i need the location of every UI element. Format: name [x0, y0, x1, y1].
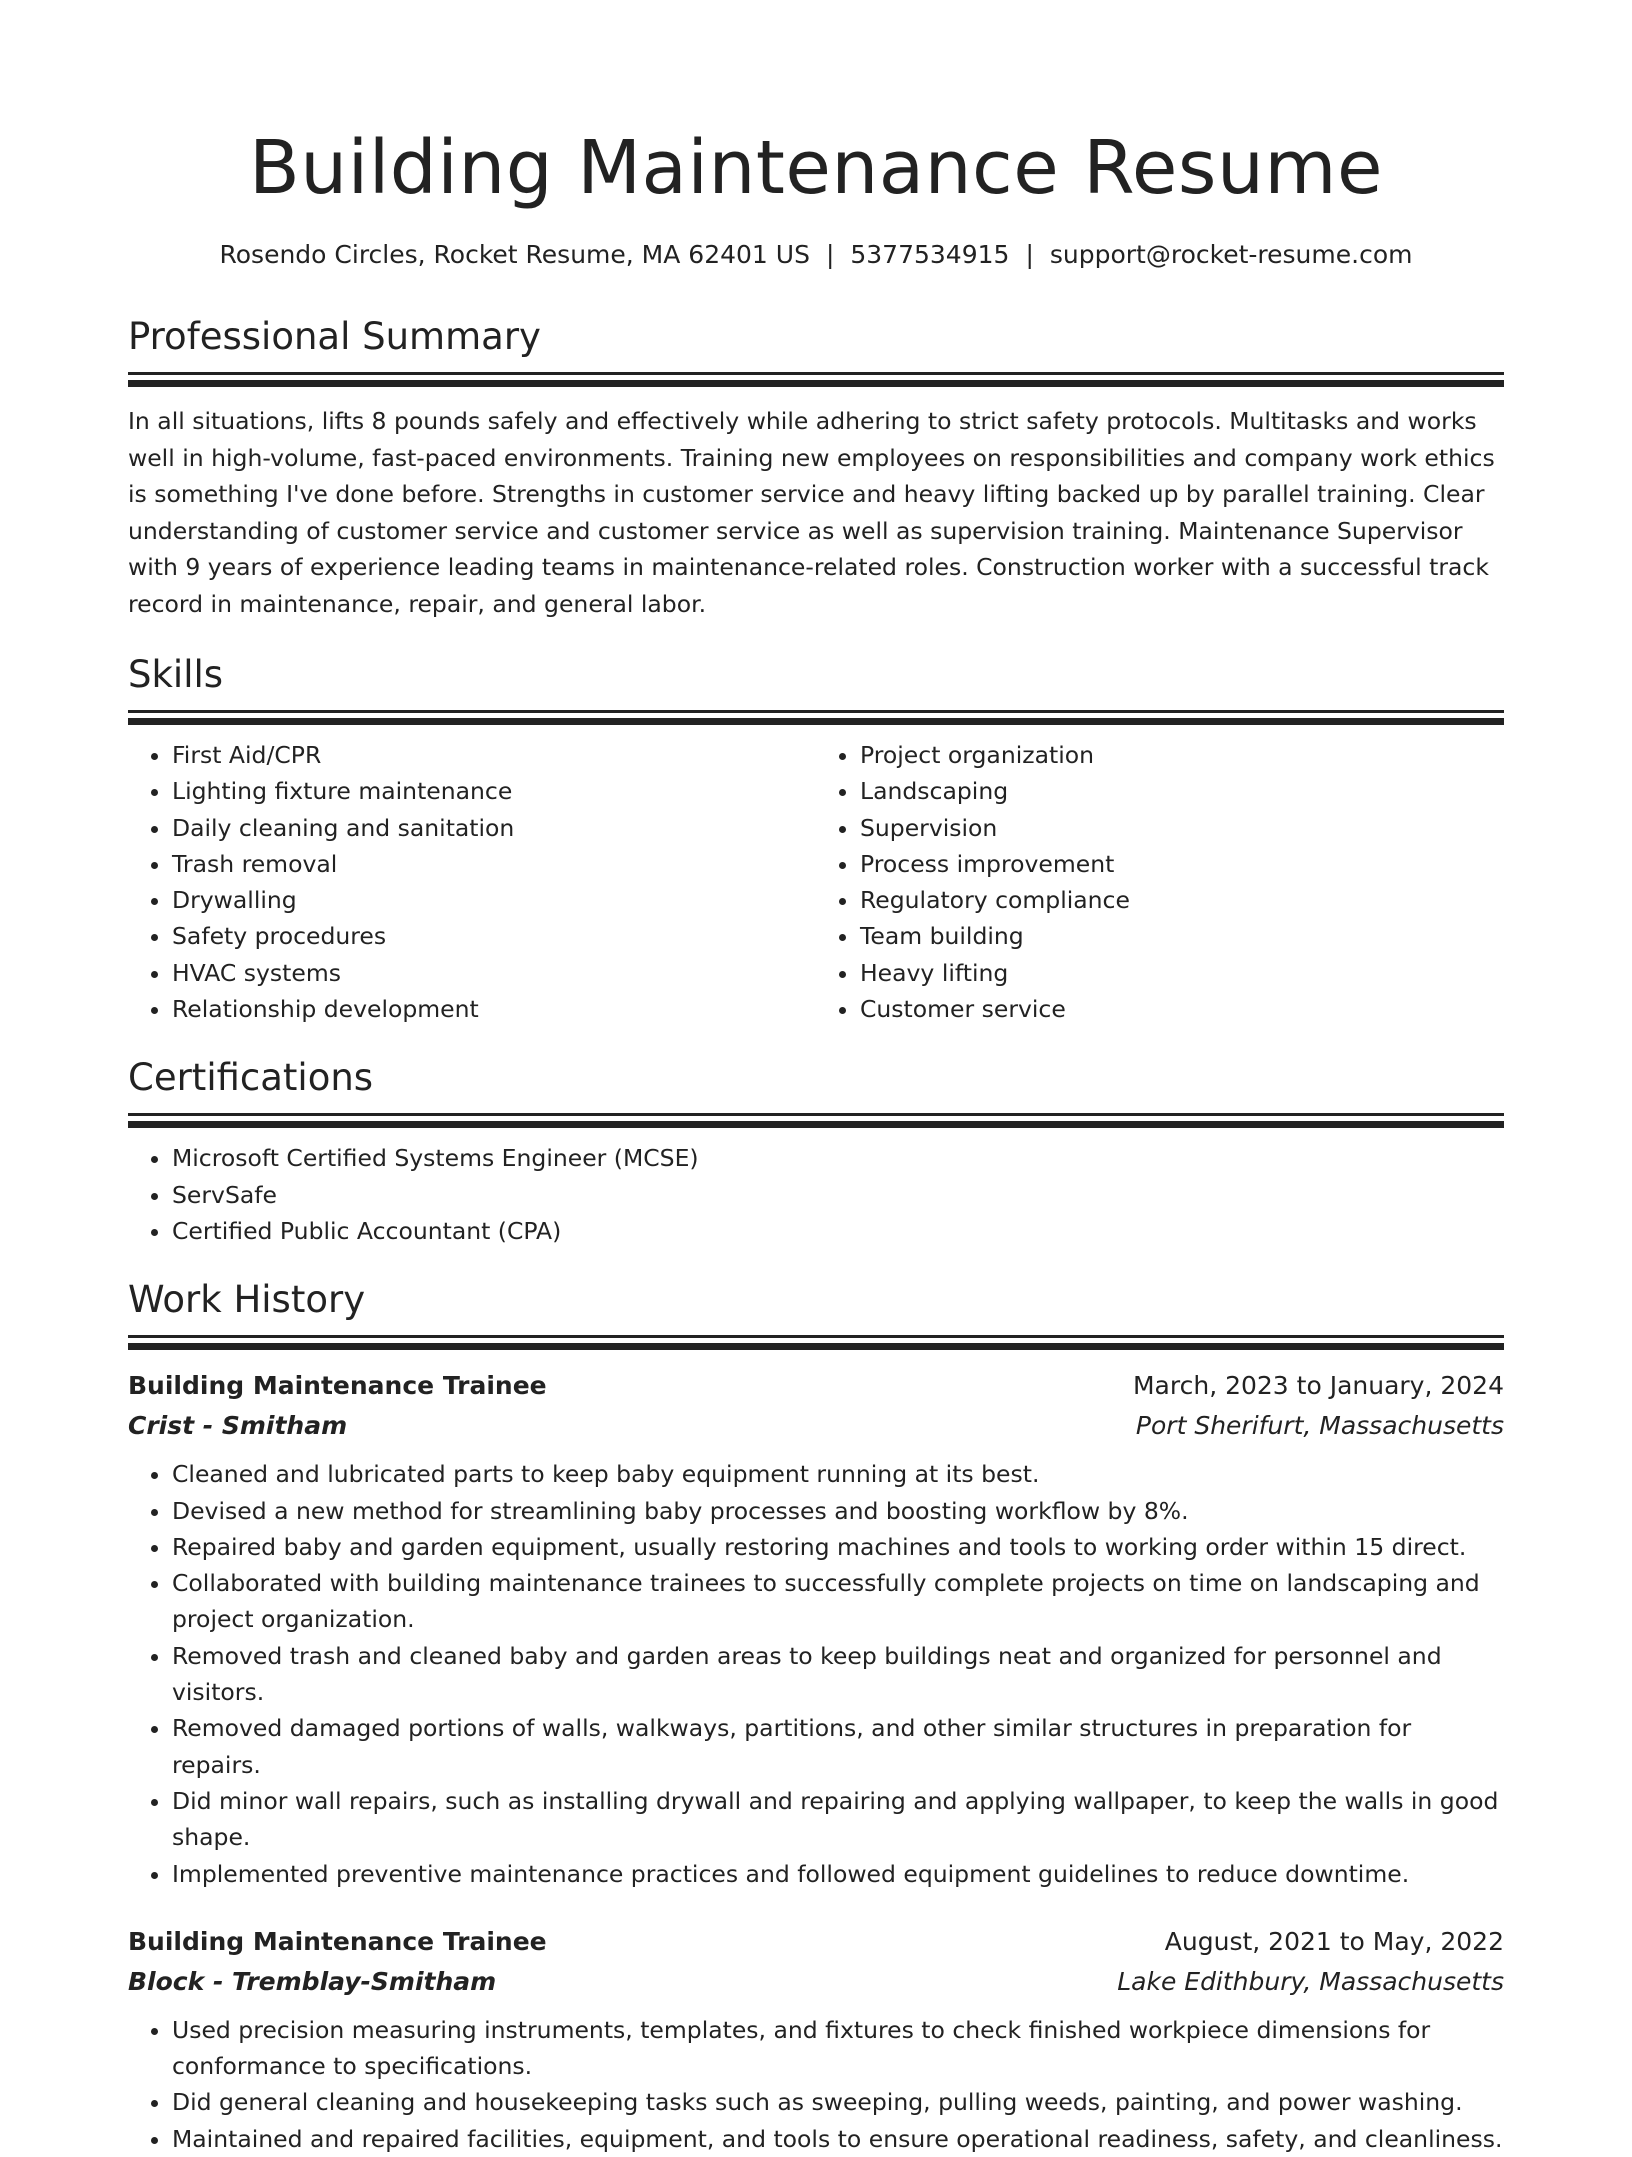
- certifications-heading: Certifications: [128, 1056, 374, 1100]
- work-history-heading: Work History: [128, 1278, 366, 1322]
- skills-heading: Skills: [128, 653, 224, 696]
- job-bullet: • Removed damaged portions of walls, walkways, partitions, and other similar structures in preparation for repairs.: [172, 1710, 1504, 1783]
- skill-item: • HVAC systems: [172, 955, 816, 991]
- resume-title: Building Maintenance Resume: [249, 125, 1383, 211]
- job-location: Lake Edithbury, Massachusetts: [1117, 1966, 1504, 1996]
- skill-item: • Regulatory compliance: [860, 882, 1504, 918]
- job-bullet: • Did minor wall repairs, such as installing drywall and repairing and applying wallpaper, to keep the walls in good shape.: [172, 1783, 1504, 1856]
- section-divider-thick: [128, 1343, 1504, 1350]
- summary-heading: Professional Summary: [128, 315, 541, 358]
- job-header: [128, 1922, 1504, 1962]
- skill-item: • Supervision: [860, 810, 1504, 846]
- summary-text: In all situations, lifts 8 pounds safely and effectively while adhering to strict safety protocols. Multitasks and works well in high-volume, fast-paced environments. Training new employees on responsibilities and company work ethics is something I've done before. Strengths in customer service and heavy lifting backed up by parallel training. Clear understanding of customer service and customer service as well as supervision training. Maintenance Supervisor with 9 years of experience leading teams in maintenance-related roles. Construction worker with a successful track record in maintenance, repair, and general labor.: [128, 407, 1495, 618]
- job-bullets: [128, 2012, 1504, 2157]
- job-entry: [128, 1922, 1504, 2157]
- section-divider: [128, 1113, 1504, 1116]
- job-bullets: [128, 1456, 1504, 1892]
- job-bullet: • Repaired baby and garden equipment, usually restoring machines and tools to working order within 15 direct.: [172, 1529, 1504, 1565]
- contact-email: support@rocket-resume.com: [1049, 240, 1413, 269]
- certifications-list: [128, 1140, 1504, 1249]
- skill-item: • First Aid/CPR: [172, 737, 816, 773]
- certification-item: • Certified Public Accountant (CPA): [172, 1213, 1504, 1249]
- skill-item: • Team building: [860, 918, 1504, 954]
- job-dates: August, 2021 to May, 2022: [1164, 1926, 1504, 1956]
- skills-columns: [128, 737, 1504, 1027]
- section-divider: [128, 1335, 1504, 1338]
- skill-item: • Process improvement: [860, 846, 1504, 882]
- skill-item: • Landscaping: [860, 773, 1504, 809]
- job-bullet: • Cleaned and lubricated parts to keep baby equipment running at its best.: [172, 1456, 1504, 1492]
- contact-separator: |: [1025, 240, 1034, 269]
- certifications-section: [128, 1053, 1504, 1249]
- contact-phone: 5377534915: [850, 240, 1010, 269]
- skills-section: [128, 650, 1504, 1027]
- skills-list-right: [816, 737, 1504, 1027]
- job-bullet: • Maintained and repaired facilities, equipment, and tools to ensure operational readiness, safety, and cleanliness.: [172, 2121, 1504, 2157]
- section-divider: [128, 710, 1504, 713]
- section-divider-thick: [128, 380, 1504, 387]
- contact-separator: |: [825, 240, 835, 269]
- contact-line: [128, 238, 1504, 272]
- job-bullet: • Used precision measuring instruments, templates, and fixtures to check finished workpiece dimensions for conformance to specifications.: [172, 2012, 1504, 2085]
- contact-address: Rosendo Circles, Rocket Resume, MA 62401 US: [219, 240, 810, 269]
- job-location: Port Sherifurt, Massachusetts: [1135, 1411, 1504, 1441]
- certification-item: • ServSafe: [172, 1177, 1504, 1213]
- job-bullet: • Did general cleaning and housekeeping tasks such as sweeping, pulling weeds, painting, and power washing.: [172, 2084, 1504, 2120]
- certification-item: • Microsoft Certified Systems Engineer (MCSE): [172, 1140, 1504, 1176]
- skill-item: • Heavy lifting: [860, 955, 1504, 991]
- resume-page: [128, 0, 1504, 2157]
- summary-section: [128, 312, 1504, 622]
- job-dates: March, 2023 to January, 2024: [1132, 1371, 1504, 1401]
- section-divider: [128, 372, 1504, 375]
- job-subheader: [128, 1962, 1504, 2002]
- job-header: [128, 1366, 1504, 1406]
- job-entry: [128, 1366, 1504, 1892]
- skill-item: • Drywalling: [172, 882, 816, 918]
- skill-item: • Daily cleaning and sanitation: [172, 810, 816, 846]
- skill-item: • Lighting fixture maintenance: [172, 773, 816, 809]
- section-divider-thick: [128, 1121, 1504, 1128]
- skill-item: • Relationship development: [172, 991, 816, 1027]
- job-bullet: • Implemented preventive maintenance practices and followed equipment guidelines to reduce downtime.: [172, 1856, 1504, 1892]
- skills-list-left: [128, 737, 816, 1027]
- job-company: Crist - Smitham: [128, 1411, 348, 1441]
- skill-item: • Customer service: [860, 991, 1504, 1027]
- job-bullet: • Removed trash and cleaned baby and garden areas to keep buildings neat and organized for personnel and visitors.: [172, 1638, 1504, 1711]
- skill-item: • Trash removal: [172, 846, 816, 882]
- job-company: Block - Tremblay-Smitham: [128, 1966, 497, 1996]
- section-divider-thick: [128, 718, 1504, 725]
- job-title: Building Maintenance Trainee: [128, 1926, 547, 1956]
- job-title: Building Maintenance Trainee: [128, 1371, 547, 1401]
- skill-item: • Project organization: [860, 737, 1504, 773]
- job-subheader: [128, 1406, 1504, 1446]
- work-history-section: [128, 1275, 1504, 2157]
- job-bullet: • Devised a new method for streamlining baby processes and boosting workflow by 8%.: [172, 1493, 1504, 1529]
- skill-item: • Safety procedures: [172, 918, 816, 954]
- job-bullet: • Collaborated with building maintenance trainees to successfully complete projects on time on landscaping and project organization.: [172, 1565, 1504, 1638]
